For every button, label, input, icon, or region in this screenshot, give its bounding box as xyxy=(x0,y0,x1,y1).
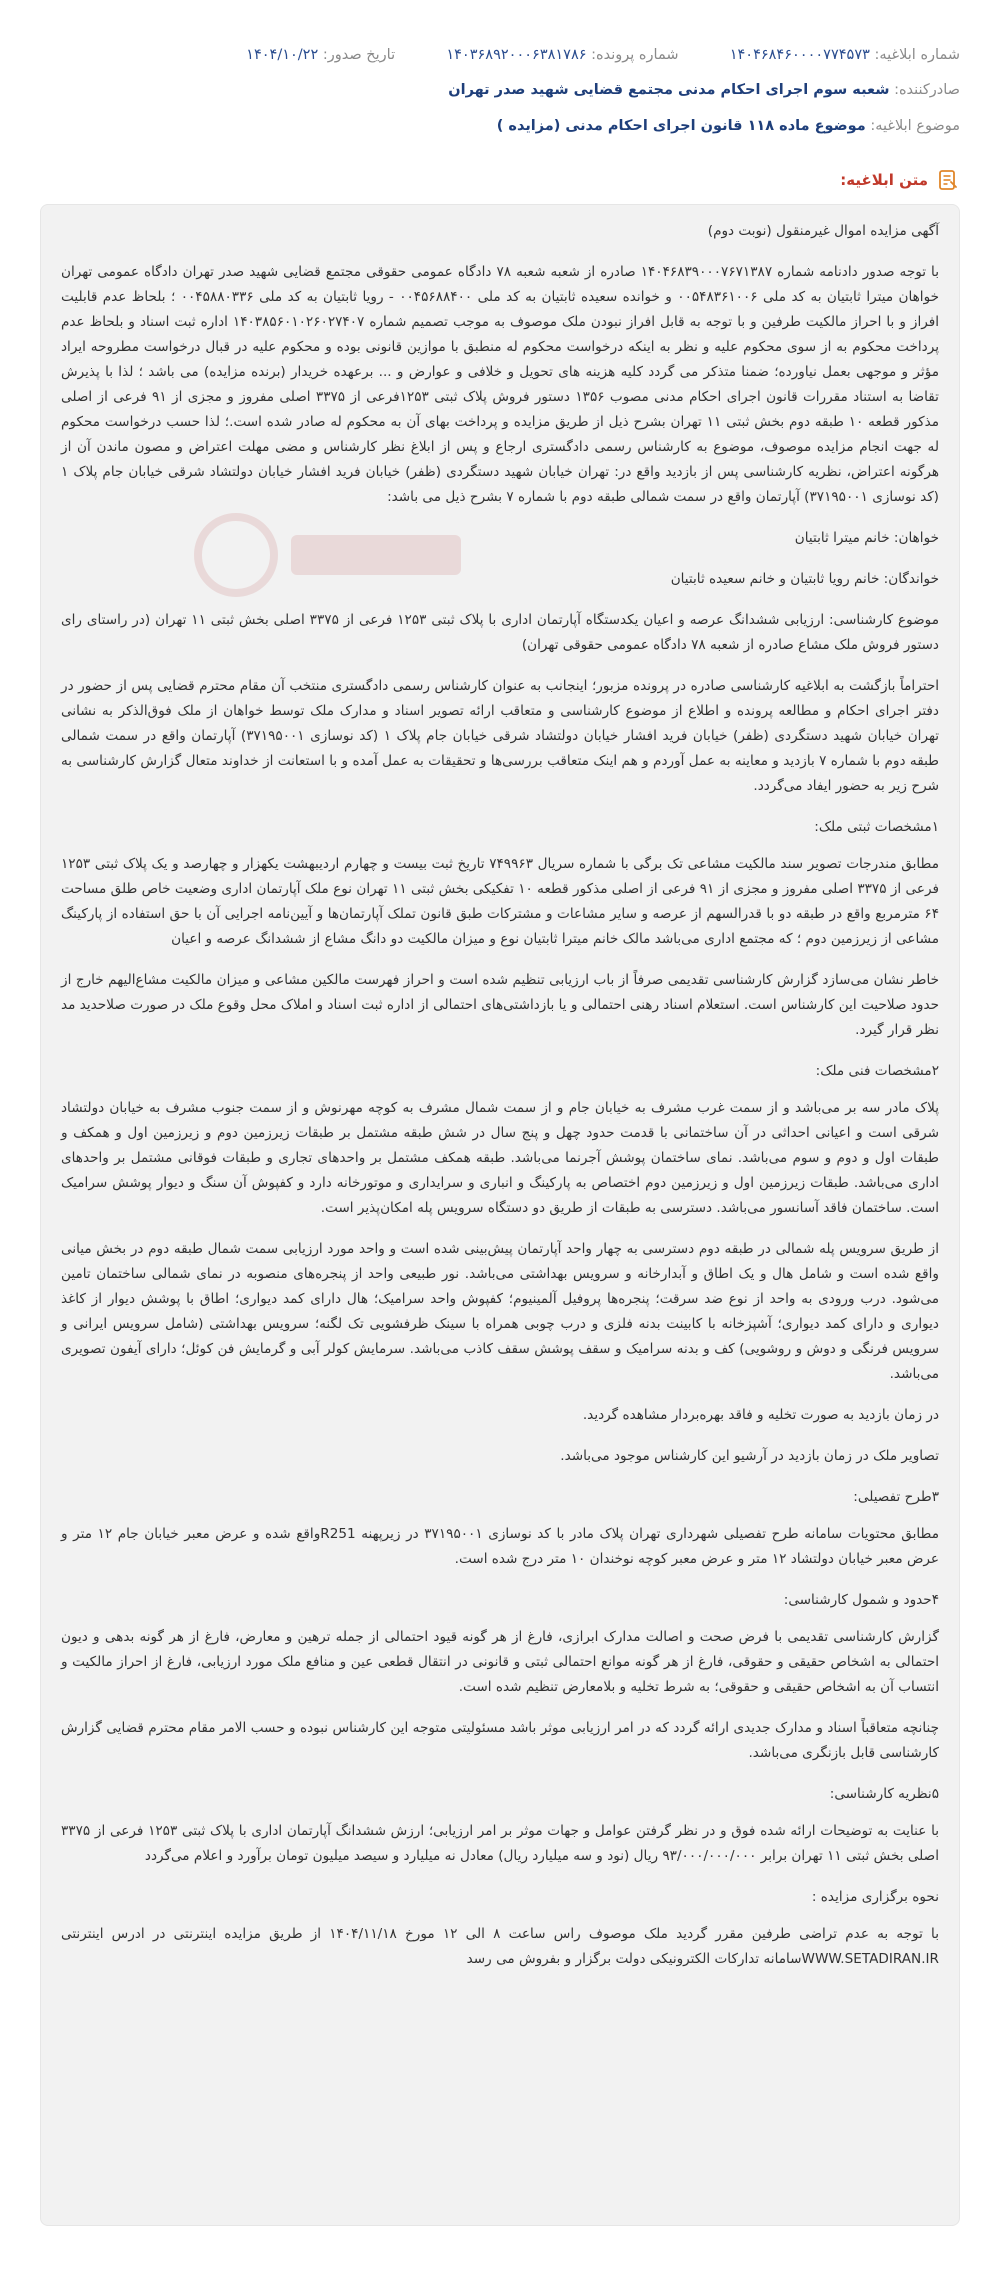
notice-paragraph: چنانچه متعاقباً اسناد و مدارک جدیدی ارائه گردد که در امر ارزیابی موثر باشد مسئولیتی متوجه این کارشناس نبوده و حسب الامر مقام محترم قضایی گزارش کارشناسی قابل بازنگری می‌باشد. xyxy=(61,1720,939,1761)
meta-row-subject xyxy=(40,118,960,134)
notice-paragraph: گزارش کارشناسی تقدیمی با فرض صحت و اصالت مدارک ابرازی، فارغ از هر گونه قیود احتمالی از جمله ترهین و معارض، فارغ از هر گونه بدهی و دیون احتمالی به اشخاص حقیقی و حقوقی، فارغ از هر گونه موانع احتمالی ثبتی و قانونی در انتقال قطعی عین و منافع ملک مورد ارزیابی، فارغ از احراز مالکیت و انتساب آن به اشخاص حقیقی و حقوقی؛ به شرط تخلیه و بلامعارض تنظیم شده است. xyxy=(61,1629,939,1695)
notice-subheading: نحوه برگزاری مزایده : xyxy=(811,1889,939,1905)
case-number-label: شماره پرونده: xyxy=(591,47,679,63)
notice-section-header xyxy=(840,168,960,192)
subject-label: موضوع ابلاغیه: xyxy=(870,118,960,134)
notice-paragraph: خواندگان: خانم رویا ثابتیان و خانم سعیده ثابتیان xyxy=(670,571,939,587)
meta-row-numbers xyxy=(40,47,960,63)
notice-paragraph-auction-details: با توجه به عدم تراضی طرفین مقرر گردید ملک موصوف راس ساعت ۸ الی ۱۲ مورخ ۱۴۰۴/۱۱/۱۸ از طریق مزایده اینترنتی در ادرس اینترنتی WWW.SETADIRAN.IRسامانه تدارکات الکترونیکی دولت برگزار و بفروش می رسد xyxy=(61,1926,939,1967)
meta-row-issuer xyxy=(40,82,960,98)
watermark-logo xyxy=(191,500,471,610)
notice-paragraph: مطابق مندرجات تصویر سند مالکیت مشاعی تک برگی با شماره سریال ۷۴۹۹۶۳ تاریخ ثبت بیست و چهارم اردیبهشت یکهزار و چهارصد و یک پلاک ثبتی ۱۲۵۳ فرعی از ۳۳۷۵ اصلی مفروز و مجزی از ۹۱ فرعی از اصلی مذکور قطعه ۱۰ تفکیکی بخش ثبتی ۱۱ تهران نوع ملک آپارتمان اداری وضعیت خاص طلق مساحت ۶۴ مترمربع واقع در طبقه دو با قدرالسهم از عرصه و سایر مشاعات و مشترکات طبق قانون تملک آپارتمان‌ها و آیین‌نامه اجرایی آن با حق استفاده از پارکینگ مشاعی از زیرزمین دوم ؛ که مجتمع اداری می‌باشد مالک خانم میترا ثابتیان نوع و میزان مالکیت دو دانگ مشاع از ششدانگ عرصه و اعیان xyxy=(61,856,939,947)
notice-number-value: ۱۴۰۴۶۸۴۶۰۰۰۰۷۷۴۵۷۳ xyxy=(729,47,870,63)
notice-paragraph: با توجه صدور دادنامه شماره ۱۴۰۴۶۸۳۹۰۰۰۷۶۷۱۳۸۷ صادره از شعبه شعبه ۷۸ دادگاه عمومی حقوقی مجتمع قضایی شهید صدر تهران دادگاه عمومی تهران خواهان میترا ثابتیان به کد ملی ۰۰۵۴۸۳۶۱۰۰۶ و خوانده سعیده ثابتیان به کد ملی ۰۰۴۵۶۸۸۴۰۰ - رویا ثابتیان به کد ملی ۰۰۴۵۸۸۰۳۳۶ ؛ بلحاظ عدم قابلیت افراز و با احراز مالکیت طرفین و با توجه به قابل افراز نبودن ملک موصوف به موجب تصمیم شماره ۱۴۰۳۸۵۶۰۱۰۲۶۰۲۷۴۰۷ اداره ثبت اسناد و بلحاظ عدم پرداخت محکوم به از سوی محکوم علیه و نظر به اینکه درخواست محکوم له منطبق با موازین قانونی بوده و محکوم علیه در قبال درخواست مطروحه ایراد مؤثر و موجهی بعمل نیاورده؛ ضمنا متذکر می گردد کلیه هزینه های تحویل و خلافی و عوارض و ... برعهده خریدار (برنده مزایده) می باشد ؛ لذا با پذیرش تقاضا به استناد مقررات قانون اجرای احکام مدنی مصوب ۱۳۵۶ دستور فروش پلاک ثبتی ۱۲۵۳فرعی از ۳۳۷۵ اصلی مفروز و مجزی از ۹۱ فرعی از اصلی مذکور قطعه ۱۰ طبقه دوم بخش ثبتی ۱۱ تهران بشرح ذیل از طریق مزایده و پرداخت بهای آن به محکوم له صادر شده است.؛ لذا حسب درخواست محکوم له جهت انجام مزایده موصوف، موضوع به کارشناس رسمی دادگستری ارجاع و پس از ابلاغ نظر کارشناس و مضی مهلت اعتراض و مصون ماندن آن از هرگونه اعتراض، نظریه کارشناسی پس از بازدید واقع در: تهران خیابان شهید دستگردی (ظفر) خیابان فرید افشار خیابان دولتشاد شرقی خیابان جام پلاک ۱ (کد نوسازی ۳۷۱۹۵۰۰۱) آپارتمان واقع در سمت شمالی طبقه دوم با شماره ۷ بشرح ذیل می باشد: xyxy=(61,264,940,505)
notice-paragraph: از طریق سرویس پله شمالی در طبقه دوم دسترسی به چهار واحد آپارتمان پیش‌بینی شده است و واحد مورد ارزیابی سمت شمال طبقه دوم در بخش میانی واقع شده است و شامل هال و یک اطاق و آبدارخانه و سرویس بهداشتی می‌باشد. نور طبیعی واحد از پنجره‌های منصوبه در نمای شمالی ساختمان تامین می‌شود. درب ورودی به واحد از نوع ضد سرقت؛ پنجره‌ها پروفیل آلمینیوم؛ کفپوش واحد سرامیک؛ هال دارای کمد دیواری؛ اطاق با پوشش دیوار از کاغذ دیواری و دارای کمد دیواری؛ آشپزخانه با کابینت بدنه فلزی و درب چوبی همراه با سینک ظرفشویی تک لگنه؛ سرویس بهداشتی (شامل سرویس ایرانی و سرویس فرنگی و دوش و روشویی) کف و بدنه سرامیک و سقف پوشش سقف کاذب می‌باشد. سرمایش کولر آبی و گرمایش فن کوئل؛ دارای آیفون تصویری می‌باشد. xyxy=(61,1241,939,1382)
notice-subheading: ۵نظریه کارشناسی: xyxy=(829,1786,939,1802)
document-icon xyxy=(936,168,960,192)
notice-subheading: ۱مشخصات ثبتی ملک: xyxy=(814,819,939,835)
issue-date-label: تاریخ صدور: xyxy=(322,47,396,63)
notice-section-title: متن ابلاغیه: xyxy=(840,171,928,189)
notice-paragraph: در زمان بازدید به صورت تخلیه و فاقد بهره‌بردار مشاهده گردید. xyxy=(582,1407,939,1423)
notice-paragraph: تصاویر ملک در زمان بازدید در آرشیو این کارشناس موجود می‌باشد. xyxy=(560,1448,939,1464)
notice-paragraph: خاطر نشان می‌سازد گزارش کارشناسی تقدیمی صرفاً از باب ارزیابی تنظیم شده است و احراز فهرست مالکین مشاعی و میزان مالکیت مشاع‌الیهم خارج از حدود صلاحیت این کارشناس است. استعلام اسناد رهنی احتمالی و یا بازداشتی‌های احتمالی از اداره ثبت اسناد و املاک محل وقوع ملک در صورت صلاحدید مد نظر قرار گیرد. xyxy=(61,972,939,1038)
issue-date-value: ۱۴۰۴/۱۰/۲۲ xyxy=(246,47,319,63)
notice-body-panel xyxy=(40,204,960,2226)
notice-paragraph: موضوع کارشناسی: ارزیابی ششدانگ عرصه و اعیان یکدستگاه آپارتمان اداری با پلاک ثبتی ۱۲۵۳ فرعی از ۳۳۷۵ اصلی بخش ثبتی ۱۱ تهران (در راستای رای دستور فروش ملک مشاع صادره از شعبه ۷۸ دادگاه عمومی حقوقی تهران) xyxy=(61,612,939,653)
subject-value: موضوع ماده ۱۱۸ قانون اجرای احکام مدنی (مزایده ) xyxy=(496,118,866,134)
notice-paragraph: پلاک مادر سه بر می‌باشد و از سمت غرب مشرف به خیابان جام و از سمت شمال مشرف به کوچه مهرنوش و از سمت جنوب مشرف به خیابان دولتشاد شرقی است و اعیانی احداثی در آن ساختمانی با قدمت حدود چهل و پنج سال در شش طبقه مشتمل بر طبقات زیرزمین دوم و زیرزمین اول و همکف و طبقات اول و دوم و سوم می‌باشد. نمای ساختمان پوشش آجرنما می‌باشد. طبقه همکف مشتمل بر واحدهای تجاری و طبقات فوقانی مشتمل بر واحدهای اداری می‌باشد. طبقات زیرزمین اول و زیرزمین دوم اختصاص به پارکینگ و انباری و سرایداری و موتورخانه دارد و کفپوش آن سنگ و دیوار پوشش سرامیک است. ساختمان فاقد آسانسور می‌باشد. دسترسی به طبقات از طریق دو دستگاه سرویس پله امکان‌پذیر است. xyxy=(61,1100,939,1216)
issuer-label: صادرکننده: xyxy=(894,82,960,98)
notice-subheading: ۲مشخصات فنی ملک: xyxy=(815,1063,939,1079)
notice-paragraph-title: آگهی مزایده اموال غیرمنقول (نوبت دوم) xyxy=(707,223,939,239)
notice-paragraph: مطابق محتویات سامانه طرح تفصیلی شهرداری تهران پلاک مادر با کد نوسازی ۳۷۱۹۵۰۰۱ در زیرپهنه R251واقع شده و عرض معبر خیابان جام ۱۲ متر و عرض معبر خیابان دولتشاد ۱۲ متر و عرض معبر کوچه نوخندان ۱۰ متر درج شده است. xyxy=(61,1526,939,1567)
notice-paragraph: با عنایت به توضیحات ارائه شده فوق و در نظر گرفتن عوامل و جهات موثر بر امر ارزیابی؛ ارزش ششدانگ آپارتمان اداری با پلاک ثبتی ۱۲۵۳ فرعی از ۳۳۷۵ اصلی بخش ثبتی ۱۱ تهران برابر ۹۳/۰۰۰/۰۰۰/۰۰۰ ریال (نود و سه میلیارد ریال) معادل نه میلیارد و سیصد میلیون تومان برآورد و اعلام می‌گردد xyxy=(61,1823,939,1864)
notice-subheading: ۴حدود و شمول کارشناسی: xyxy=(783,1592,939,1608)
notice-paragraph: احتراماً بازگشت به ابلاغیه کارشناسی صادره در پرونده مزبور؛ اینجانب به عنوان کارشناس رسمی دادگستری منتخب آن مقام محترم قضایی پس از حضور در دفتر اجرای احکام و مطالعه پرونده و اطلاع از موضوع کارشناسی و متعاقب ارائه تصویر اسناد و مدارک ملک توسط خواهان از ملک فوق‌الذکر به نشانی تهران خیابان شهید دستگردی (ظفر) خیابان فرید افشار خیابان دولتشاد شرقی خیابان جام پلاک ۱ (کد نوسازی ۳۷۱۹۵۰۰۱) آپارتمان واقع در سمت شمالی طبقه دوم با شماره ۷ بازدید و معاینه به عمل آوردم و هم اینک متعاقب بررسی‌ها و تحقیقات به عمل آمده و با استعانت از خداوند متعال گزارش کارشناسی به شرح زیر به حضور ایفاد می‌گردد. xyxy=(61,678,939,794)
notice-subheading: ۳طرح تفصیلی: xyxy=(853,1489,939,1505)
notice-number-label: شماره ابلاغیه: xyxy=(874,47,960,63)
notice-paragraph: خواهان: خانم میترا ثابتیان xyxy=(794,530,939,546)
case-number-value: ۱۴۰۳۶۸۹۲۰۰۰۶۳۸۱۷۸۶ xyxy=(446,47,587,63)
issuer-value: شعبه سوم اجرای احکام مدنی مجتمع قضایی شهید صدر تهران xyxy=(448,82,890,98)
